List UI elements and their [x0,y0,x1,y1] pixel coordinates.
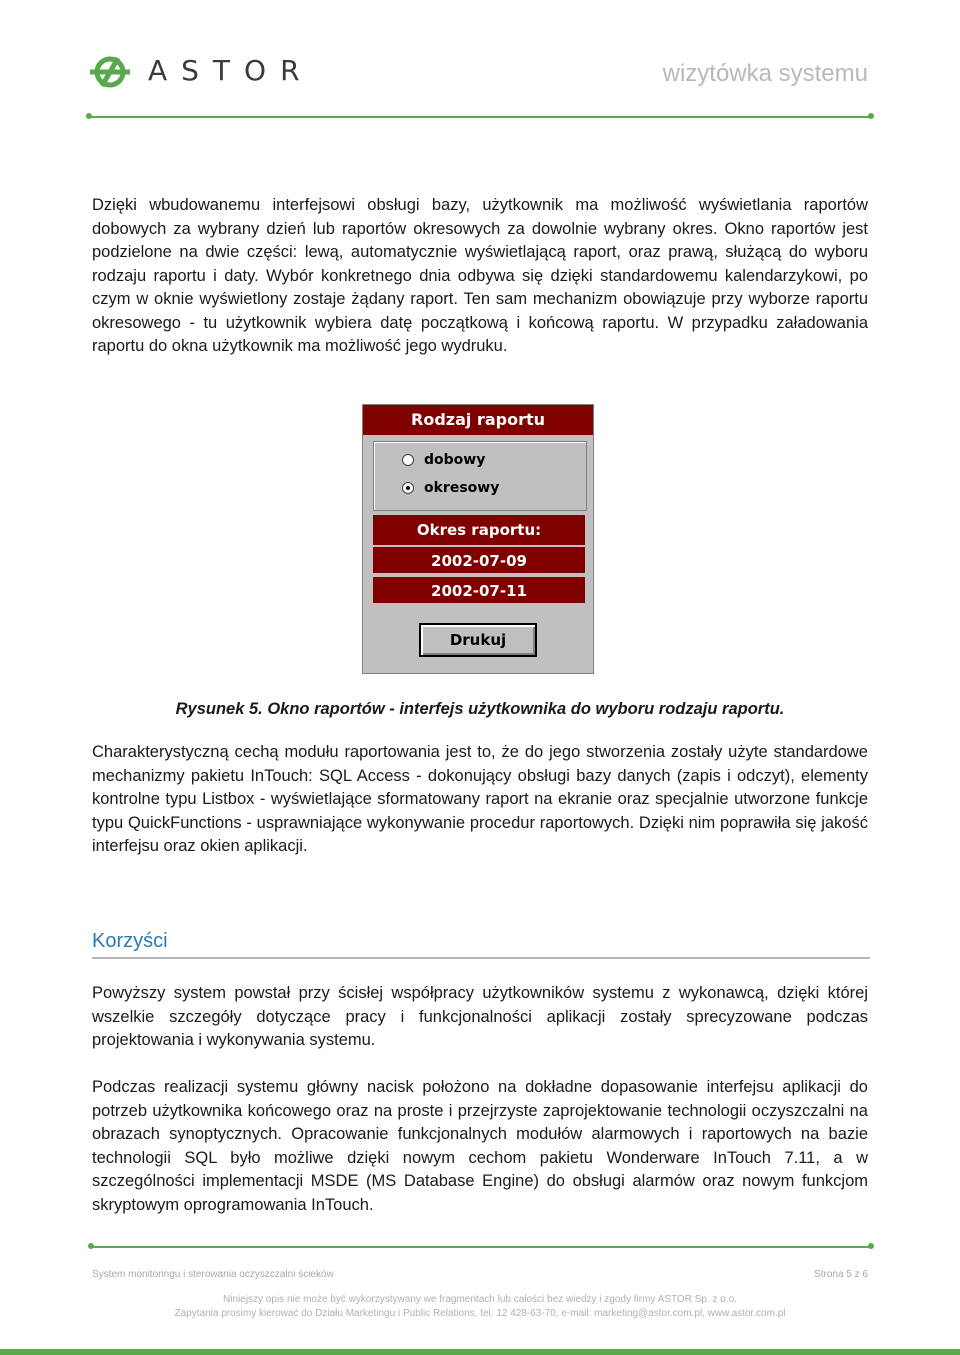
section-divider [92,957,870,959]
print-button[interactable]: Drukuj [419,623,537,657]
figure-caption: Rysunek 5. Okno raportów - interfejs użytkownika do wyboru rodzaju raportu. [175,700,785,718]
footer-divider [90,1246,872,1248]
section-title: Korzyści [92,930,168,952]
report-dialog-figure [362,404,594,674]
paragraph-benefits-2: Podczas realizacji systemu główny nacisk położono na dokładne dopasowanie interfejsu aplikacji do potrzeb użytkownika końcowego oraz na proste i przejrzyste zaprojektowanie technologii oczyszczalni na obrazach synoptycznych. Opracowanie funkcjonalnych modułów alarmowych i raportowych na bazie technologii SQL było możliwe dzięki nowym cechom pakietu Wonderware InTouch 7.11, a w szczególności implementacji MSDE (MS Database Engine) do obsługi alarmów oraz nowym funkcjom skryptowym oprogramowania InTouch. [92,1078,868,1214]
header-divider-dot-left [86,113,92,119]
paragraph-benefits-1: Powyższy system powstał przy ścisłej współpracy użytkowników systemu z wykonawcą, dzięki której wszelkie szczegóły dotyczące pracy i funkcjonalności aplikacji zostały sprecyzowane podczas projektowania i wykonywania systemu. [92,984,868,1049]
report-type-group [373,441,587,511]
date-from-field[interactable]: 2002-07-09 [373,545,585,573]
paragraph-intro: Dzięki wbudowanemu interfejsowi obsługi bazy, użytkownik ma możliwość wyświetlania raportów dobowych za wybrany dzień lub raportów okresowych za dowolnie wybrany okres. Okno raportów jest podzielone na dwie części: lewą, automatycznie wyświetlającą raport, oraz prawą, służącą do wyboru rodzaju raportu i daty. Wybór konkretnego dnia odbywa się dzięki standardowemu kalendarzykowi, po czym w oknie wyświetlony zostaje żądany raport. Ten sam mechanizm obowiązuje przy wyborze raportu okresowego - tu użytkownik wybiera datę początkową i końcową raportu. W przypadku załadowania raportu do okna użytkownik ma możliwość jego wydruku. [92,196,868,355]
footer-document-title: System monitoringu i sterowania oczyszczalni ścieków [92,1269,334,1280]
bottom-accent-bar [0,1349,960,1355]
radio-daily[interactable] [424,450,485,470]
footer-page-number: Strona 5 z 6 [814,1269,868,1280]
footer-contact-note: Zapytania prosimy kierować do Działu Marketingu i Public Relations, tel. 12 428-63-70, e-mail: marketing@astor.com.pl, www.astor.com.pl [174,1308,786,1319]
header-tagline: wizytówka systemu [662,60,868,87]
footer-copyright-note: Niniejszy opis nie może być wykorzystywany we fragmentach lub całości bez wiedzy i zgody firmy ASTOR Sp. z o.o. [223,1294,737,1305]
radio-daily-label: dobowy [424,452,486,468]
paragraph-characteristics: Charakterystyczną cechą modułu raportowania jest to, że do jego stworzenia zostały użyte standardowe mechanizmy pakietu InTouch: SQL Access - dokonujący obsługi bazy danych (zapis i odczyt), elementy kontrolne typu Listbox - wyświetlające sformatowany raport na ekranie oraz specjalnie utworzone funkcje typu QuickFunctions - usprawniające wykonywanie procedur raportowych. Dzięki nim poprawiła się jakość interfejsu oraz okien aplikacji. [92,743,868,855]
period-label: Okres raportu: [373,515,585,545]
header-divider [88,116,872,118]
radio-periodic[interactable] [424,478,499,498]
radio-selected-icon [402,482,414,494]
footer-divider-dot-left [88,1243,94,1249]
footer-divider-dot-right [868,1243,874,1249]
radio-periodic-label: okresowy [424,480,500,496]
report-type-title: Rodzaj raportu [363,405,593,435]
header-divider-dot-right [868,113,874,119]
radio-empty-icon [402,454,414,466]
date-to-field[interactable]: 2002-07-11 [373,575,585,603]
brand-name: ASTOR [148,54,314,87]
